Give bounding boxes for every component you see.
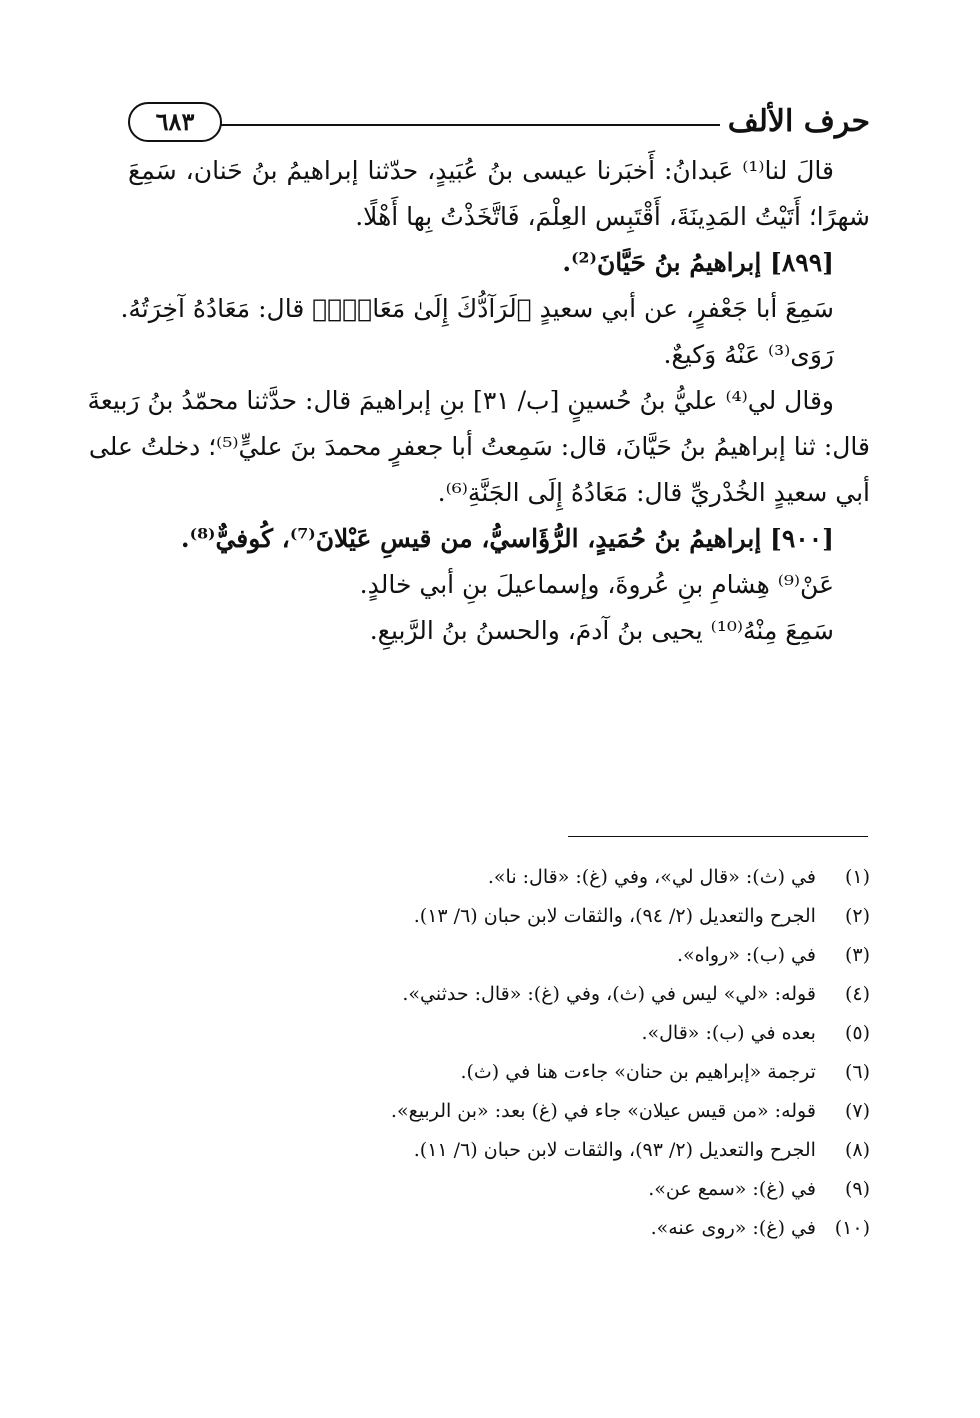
footnote-number: (٨) bbox=[844, 1139, 870, 1161]
footnote-text: ترجمة «إبراهيم بن حنان» جاءت هنا في (ث). bbox=[460, 1061, 816, 1083]
footnote-text: الجرح والتعديل (٢/ ٩٤)، والثقات لابن حبان (٦/ ١٣). bbox=[413, 905, 816, 927]
footnote-number: (٧) bbox=[844, 1100, 870, 1122]
footnote bbox=[128, 975, 870, 1014]
entry-heading: [٨٩٩] إبراهيمُ بنُ حَيَّانَ⁽²⁾. bbox=[562, 248, 834, 277]
footnote-text: الجرح والتعديل (٢/ ٩٣)، والثقات لابن حبان (٦/ ١١). bbox=[413, 1139, 816, 1161]
chapter-title: حرف الألف bbox=[727, 104, 870, 139]
footnote bbox=[128, 1170, 870, 1209]
footnote-text: في (غ): «سمع عن». bbox=[648, 1178, 816, 1200]
footnote-number: (١٠) bbox=[834, 1217, 870, 1239]
footnote bbox=[128, 858, 870, 897]
footnote-number: (١) bbox=[844, 866, 870, 888]
footnote-text: في (ب): «رواه». bbox=[676, 944, 816, 966]
header-rule bbox=[220, 124, 720, 126]
text-line: شهرًا؛ أَتَيْتُ المَدِينَةَ، أَقْتَبِس العِلْمَ، فَاتَّخَذْتُ بِها أَهْلًا. bbox=[355, 202, 870, 231]
footnote-text: قوله: «من قيس عيلان» جاء في (غ) بعد: «بن الربيع». bbox=[390, 1100, 816, 1122]
footnote-text: في (غ): «روى عنه». bbox=[650, 1217, 816, 1239]
page-number: ٦٨٣ bbox=[128, 102, 222, 142]
footnote-number: (٢) bbox=[844, 905, 870, 927]
footnote bbox=[128, 897, 870, 936]
footnote bbox=[128, 1092, 870, 1131]
text-line: سَمِعَ أبا جَعْفرٍ، عن أبي سعيدٍ ﴿لَرَآدُّكَ إِلَىٰ مَعَادٍۚ﴾ قال: مَعَادُهُ آخِرَتُهُ. bbox=[120, 294, 834, 323]
text-line: قالَ لنا⁽¹⁾ عَبدانُ: أَخبَرنا عيسى بنُ عُبَيدٍ، حدّثنا إبراهيمُ بنُ حَنان، سَمِعَ bbox=[128, 156, 834, 185]
main-text bbox=[87, 148, 870, 654]
footnote-text: قوله: «لي» ليس في (ث)، وفي (غ): «قال: حدثني». bbox=[402, 983, 816, 1005]
text-line: سَمِعَ مِنْهُ⁽¹⁰⁾ يحيى بنُ آدمَ، والحسنُ بنُ الرَّبيعِ. bbox=[369, 616, 834, 645]
footnote-text: بعده في (ب): «قال». bbox=[641, 1022, 816, 1044]
footnote bbox=[128, 1053, 870, 1092]
footnote-text: في (ث): «قال لي»، وفي (غ): «قال: نا». bbox=[487, 866, 816, 888]
footnote bbox=[128, 1131, 870, 1170]
footnote-number: (٩) bbox=[844, 1178, 870, 1200]
footnotes bbox=[128, 858, 870, 1248]
text-line: قال: ثنا إبراهيمُ بنُ حَيَّانَ، قال: سَمِعتُ أبا جعفرٍ محمدَ بنَ عليٍّ⁽⁵⁾؛ دخلتُ على bbox=[88, 432, 870, 461]
footnote-number: (٤) bbox=[844, 983, 870, 1005]
text-line: رَوَى⁽³⁾ عَنْهُ وَكيعٌ. bbox=[663, 340, 834, 369]
footnote bbox=[128, 936, 870, 975]
page-header bbox=[128, 100, 870, 146]
text-line: عَنْ⁽⁹⁾ هِشامِ بنِ عُروةَ، وإسماعيلَ بنِ أبي خالدٍ. bbox=[359, 570, 834, 599]
entry-heading: [٩٠٠] إبراهيمُ بنُ حُمَيدٍ، الرُّؤَاسيُّ، من قيسِ عَيْلانَ⁽⁷⁾، كُوفيٌّ⁽⁸⁾. bbox=[180, 524, 834, 553]
text-line: وقال لي⁽⁴⁾ عليُّ بنُ حُسينٍ [ب/ ٣١] بنِ إبراهيمَ قال: حدَّثنا محمّدُ بنُ رَبيعةَ bbox=[87, 386, 834, 415]
footnote bbox=[128, 1209, 870, 1248]
footnote-number: (٣) bbox=[844, 944, 870, 966]
text-line: أبي سعيدٍ الخُدْريِّ قال: مَعَادُهُ إِلَى الجَنَّةِ⁽⁶⁾. bbox=[437, 478, 870, 507]
footnote-number: (٦) bbox=[844, 1061, 870, 1083]
footnote-divider bbox=[568, 836, 868, 837]
footnote-number: (٥) bbox=[844, 1022, 870, 1044]
footnote bbox=[128, 1014, 870, 1053]
